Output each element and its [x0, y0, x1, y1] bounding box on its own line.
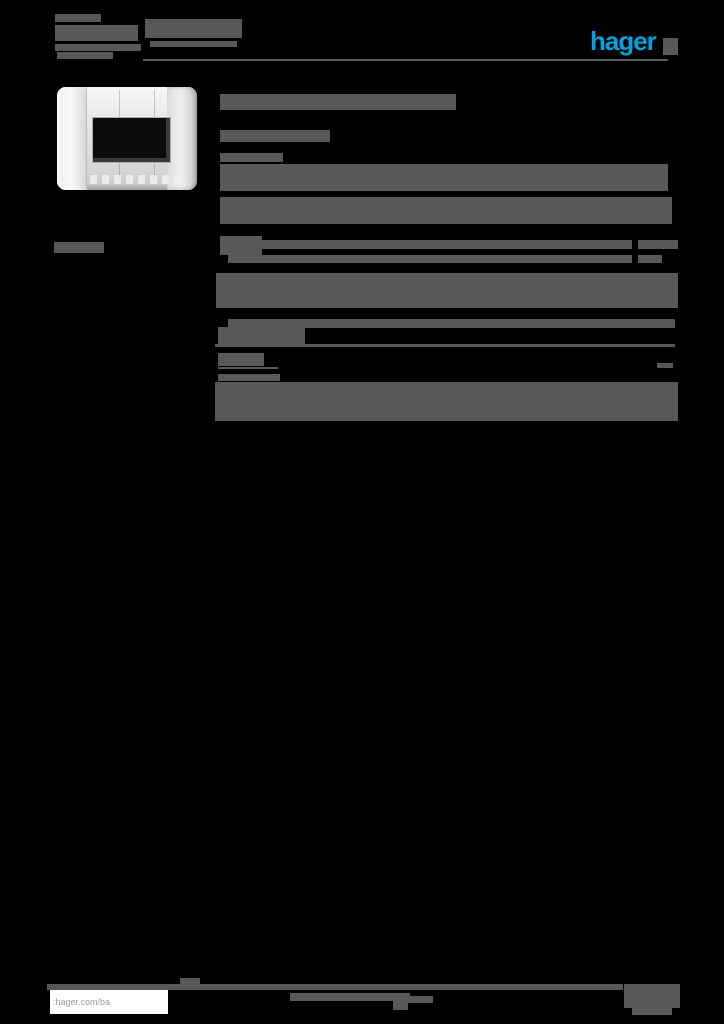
section-heading-1 [220, 130, 330, 142]
sidebar-caption [54, 242, 104, 253]
description-paragraph-2 [220, 197, 672, 224]
header-text-line-2 [55, 25, 138, 41]
table-row-2-value [638, 255, 662, 263]
header-subtitle [150, 41, 237, 47]
logo-mark-icon [663, 38, 678, 55]
note-paragraph [215, 382, 678, 421]
header-product-family [145, 19, 242, 38]
footer-stamp-base [632, 1008, 672, 1015]
footer-website-link[interactable]: :hager.com/ba [53, 997, 111, 1007]
header-rule [143, 59, 668, 61]
footer-stamp [624, 984, 680, 1008]
table-row-label-1 [220, 236, 262, 255]
table-block [216, 273, 678, 308]
table-row-1 [260, 240, 632, 249]
footer-center-text [290, 993, 410, 1001]
frame-plate [57, 87, 197, 190]
hager-logo: hager [590, 26, 656, 56]
section-divider [215, 344, 675, 347]
frame-opening [93, 118, 170, 162]
table-row-label-2 [218, 327, 305, 344]
frame-left-cap [57, 87, 87, 190]
table-row-1-value [638, 240, 678, 249]
frame-mounting-teeth [90, 175, 186, 184]
footer-website-box [50, 990, 168, 1014]
header-text-line-4 [57, 52, 113, 59]
note-right-mark [657, 363, 673, 368]
frame-seam [154, 90, 155, 118]
description-paragraph-1 [220, 164, 668, 191]
product-title [220, 94, 456, 110]
header-text-line-1 [55, 14, 101, 22]
header-text-line-3 [55, 44, 141, 51]
heading-underline [218, 367, 278, 369]
paragraph-label [220, 153, 283, 162]
footer-center-mark [393, 1000, 408, 1010]
note-label [218, 374, 280, 381]
footer-center-text-2 [408, 996, 433, 1003]
table-row-2 [228, 255, 632, 263]
product-image [57, 87, 197, 190]
section-heading-2 [218, 353, 264, 366]
frame-seam [119, 90, 120, 118]
